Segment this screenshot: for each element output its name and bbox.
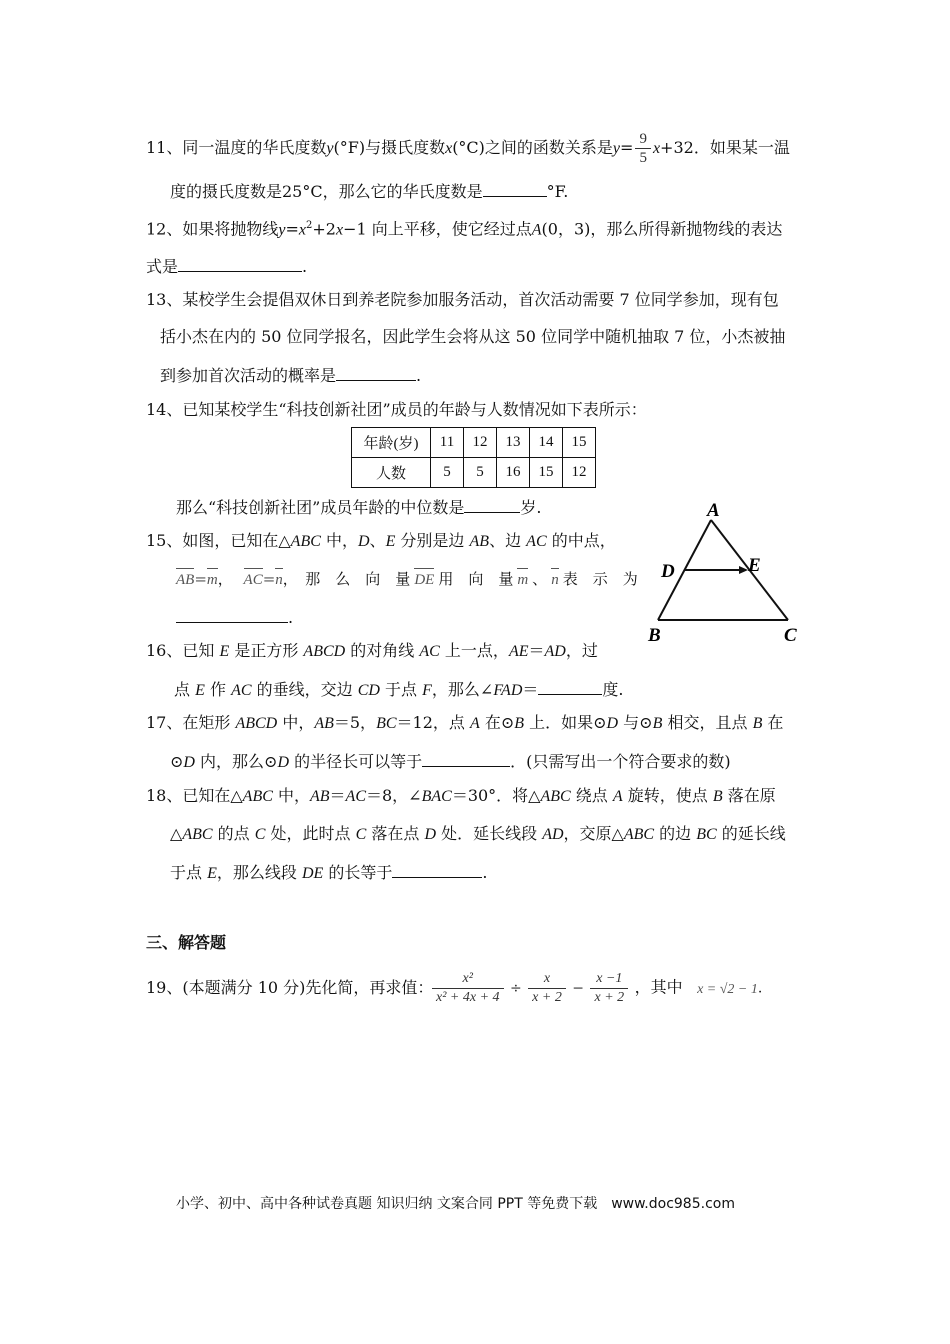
period: . <box>482 863 488 882</box>
table-cell: 14 <box>530 428 563 458</box>
triangle-abc: ABC <box>540 788 571 805</box>
vector-m: m <box>517 572 529 588</box>
q18-text: 落在点 <box>366 824 425 843</box>
period: . <box>288 608 294 627</box>
q18-text: 的延长线 <box>716 824 786 843</box>
answer-blank[interactable] <box>464 496 520 513</box>
unit-years: 岁. <box>520 498 542 517</box>
point-d: D <box>606 715 619 732</box>
answer-blank[interactable] <box>392 861 482 878</box>
table-cell: 12 <box>464 428 497 458</box>
var-x: x <box>298 221 306 239</box>
q17-text: ．(只需写出一个符合要求的数) <box>510 752 731 771</box>
q12-text: −1 向上平移，使它经过点 <box>343 219 532 239</box>
answer-blank[interactable] <box>538 678 602 695</box>
q19-line <box>146 978 433 998</box>
point-b: B <box>514 715 525 732</box>
point-d: D <box>277 754 290 771</box>
q16-text: 于点 <box>379 680 423 699</box>
segment-ad: AD <box>544 643 566 660</box>
diagonal-ac: AC <box>419 643 440 660</box>
point-e: E <box>385 533 396 550</box>
q18-text: ，那么线段 <box>216 863 302 882</box>
q16-text: ，过 <box>565 641 598 660</box>
q15-line2 <box>176 569 638 590</box>
q17-text: 与⊙ <box>618 713 653 732</box>
point-c: C <box>355 826 367 843</box>
fraction-1 <box>432 970 504 1007</box>
comma: ， <box>217 570 233 588</box>
fraction-denominator: 5 <box>635 148 651 167</box>
square-abcd: ABCD <box>303 643 346 660</box>
q18-text: 的边 <box>654 824 697 843</box>
q11-text: 度的摄氏度数是25°C，那么它的华氏度数是 <box>170 182 483 201</box>
table-header-count: 人数 <box>352 458 431 488</box>
q17-text: 内，那么⊙ <box>194 752 278 771</box>
fraction-2 <box>528 970 566 1007</box>
fraction-denominator: x + 2 <box>528 988 566 1007</box>
segment-ac: AC <box>345 788 366 805</box>
fraction-3 <box>590 970 628 1007</box>
table-cell: 5 <box>431 458 464 488</box>
q18-text: ＝30°．将△ <box>451 786 541 805</box>
q12-text: +2 <box>312 219 336 239</box>
unit-degrees: 度. <box>602 680 624 699</box>
triangle-abc: ABC <box>182 826 213 843</box>
equals-sign: = <box>620 138 634 157</box>
q12-line2 <box>146 255 307 277</box>
segment-ae: AE <box>508 643 529 660</box>
answer-blank[interactable] <box>336 364 416 381</box>
q17-text: 的半径长可以等于 <box>289 752 423 771</box>
q18-line2 <box>170 824 786 845</box>
q18-text: 中， <box>272 786 310 805</box>
table-row <box>352 428 596 458</box>
q17-text: 17、在矩形 <box>146 713 236 732</box>
table-cell: 11 <box>431 428 464 458</box>
q15-text: 中， <box>320 531 358 550</box>
table-cell: 12 <box>563 458 596 488</box>
q16-line2 <box>174 678 623 701</box>
q15-text: ， 那 么 向 量 <box>282 570 411 588</box>
q13-line2: 括小杰在内的 50 位同学报名，因此学生会将从这 50 位同学中随机抽取 7 位，小杰被抽 <box>160 327 786 346</box>
var-x: x <box>652 140 661 157</box>
rectangle-abcd: ABCD <box>235 715 278 732</box>
var-y: y <box>326 140 334 157</box>
q13-line1: 13、某校学生会提倡双休日到养老院参加服务活动，首次活动需要 7 位同学参加，现有包 <box>146 290 779 309</box>
point-a: A <box>612 788 623 805</box>
triangle-figure <box>640 498 810 648</box>
q18-line3 <box>170 861 487 884</box>
point-d: D <box>357 533 370 550</box>
q11-text: 11、同一温度的华氏度数 <box>146 138 327 157</box>
q17-line2 <box>170 750 731 773</box>
q12-line1 <box>146 216 782 240</box>
segment-ab: AB <box>309 788 330 805</box>
fraction-numerator: x² <box>462 971 473 986</box>
answer-blank[interactable] <box>176 606 288 623</box>
table-cell: 15 <box>563 428 596 458</box>
exponent: 2 <box>306 220 313 231</box>
point-e: E <box>219 643 230 660</box>
equals-sign: ＝ <box>522 680 539 699</box>
minus-sign: − <box>572 980 585 997</box>
answer-blank[interactable] <box>422 750 510 767</box>
condition-expression: x = √2 − 1 <box>697 981 758 997</box>
q15-text: 分别是边 <box>395 531 470 550</box>
age-table <box>351 427 596 488</box>
var-y: y <box>612 140 621 157</box>
side-bc: BC <box>696 826 717 843</box>
answer-blank[interactable] <box>178 255 302 272</box>
label-e: E <box>748 555 761 576</box>
q15-text: 、边 <box>489 531 527 550</box>
equals-sign: ＝ <box>528 641 545 660</box>
q17-line1 <box>146 713 783 734</box>
triangle-abc: ABC <box>290 533 321 550</box>
q18-text: 旋转，使点 <box>622 786 713 805</box>
q11-line2 <box>170 180 568 202</box>
q12-text: (0，3)，那么所得新抛物线的表达 <box>541 219 783 239</box>
q18-text: 于点 <box>170 863 208 882</box>
triangle-abc: ABC <box>623 826 655 843</box>
label-b: B <box>648 625 661 646</box>
q16-text: 作 <box>204 680 232 699</box>
fraction-numerator: x <box>543 971 551 986</box>
segment-bc: BC <box>376 715 397 732</box>
q18-text: ，交原△ <box>563 824 624 843</box>
equals-sign: ＝ <box>329 786 346 805</box>
vector-de: DE <box>414 572 435 588</box>
segment-ac: AC <box>526 533 547 550</box>
q15-text: 表 示 为 <box>562 570 638 588</box>
q18-text: 18、已知在△ <box>146 786 243 805</box>
point-b: B <box>752 715 763 732</box>
q15-text: 15、如图，已知在△ <box>146 531 291 550</box>
point-d: D <box>424 826 436 843</box>
q12-text: 式是 <box>146 257 179 276</box>
section-heading: 三、解答题 <box>146 933 227 952</box>
table-cell: 5 <box>464 458 497 488</box>
q14-text: 那么“科技创新社团”成员年龄的中位数是 <box>176 498 465 517</box>
vector-m: m <box>206 572 218 588</box>
q16-text: ，那么∠ <box>431 680 494 699</box>
table-header-age: 年龄(岁) <box>352 428 431 458</box>
period: . <box>757 980 763 997</box>
q16-text: 16、已知 <box>146 641 220 660</box>
q17-text: ＝12，点 <box>396 713 470 732</box>
segment-de: DE <box>301 865 324 882</box>
circle-symbol: ⊙ <box>170 752 184 771</box>
q12-text: 12、如果将抛物线 <box>146 219 279 239</box>
q19-expression <box>430 970 762 1007</box>
var-y: y <box>278 221 286 239</box>
q15-text: 的中点， <box>546 531 616 550</box>
q14-line2 <box>176 496 541 518</box>
q18-text: 处．延长线段 <box>436 824 543 843</box>
label-d: D <box>661 561 675 582</box>
point-e: E <box>195 682 205 699</box>
q15-line1 <box>146 531 616 552</box>
fraction-denominator: x + 2 <box>590 988 628 1007</box>
table-cell: 15 <box>530 458 563 488</box>
equals-sign: = <box>262 570 276 588</box>
q13-text: 到参加首次活动的概率是 <box>160 366 337 385</box>
q11-text: +32．如果某一温 <box>660 138 790 157</box>
table-row <box>352 458 596 488</box>
table-cell: 16 <box>497 458 530 488</box>
answer-blank[interactable] <box>483 180 547 197</box>
q19-text: 19、(本题满分 10 分)先化简，再求值： <box>146 978 434 997</box>
segment-ad: AD <box>542 826 564 843</box>
footer-text: 小学、初中、高中各种试卷真题 知识归纳 文案合同 PPT 等免费下载 www.doc985.com <box>176 1196 735 1212</box>
divide-sign: ÷ <box>509 980 522 997</box>
point-d: D <box>183 754 195 771</box>
point-f: F <box>422 682 432 699</box>
q14-line1: 14、已知某校学生“科技创新社团”成员的年龄与人数情况如下表所示： <box>146 400 647 419</box>
q15-text: 用 向 量 <box>438 570 514 588</box>
fraction-numerator: 9 <box>639 131 647 147</box>
q17-text: 相交，且点 <box>662 713 753 732</box>
q18-text: 的长等于 <box>323 863 393 882</box>
diagonal-ac: AC <box>231 682 252 699</box>
side-cd: CD <box>357 682 380 699</box>
fraction-denominator: x² + 4x + 4 <box>432 988 504 1007</box>
table-cell: 13 <box>497 428 530 458</box>
q16-text: 是正方形 <box>229 641 304 660</box>
vector-n: n <box>551 572 559 588</box>
label-a: A <box>707 500 720 521</box>
q16-line1 <box>146 641 598 662</box>
point-b: B <box>712 788 723 805</box>
fraction-numerator: x −1 <box>596 971 623 986</box>
fraction-9-5 <box>635 130 651 167</box>
vector-ac: AC <box>243 572 263 588</box>
q17-text: 在⊙ <box>479 713 515 732</box>
comma: 、 <box>532 570 548 588</box>
period: . <box>302 257 308 276</box>
q18-text: 落在原 <box>722 786 776 805</box>
triangle-abc: ABC <box>242 788 273 805</box>
q17-text: 中， <box>277 713 315 732</box>
q16-text: 上一点， <box>439 641 509 660</box>
q15-text: 、 <box>369 531 386 550</box>
equals-sign: = <box>285 219 299 239</box>
vector-ab: AB <box>176 572 195 588</box>
point-e: E <box>207 865 217 882</box>
point-b: B <box>652 715 663 732</box>
point-a: A <box>469 715 480 732</box>
q11-text: (°C)之间的函数关系是 <box>452 138 613 157</box>
label-c: C <box>784 625 797 646</box>
q16-text: 的垂线，交边 <box>251 680 358 699</box>
equals-sign: = <box>194 570 207 588</box>
vector-n: n <box>275 572 283 588</box>
period: . <box>416 366 422 385</box>
q18-line1 <box>146 786 776 807</box>
segment-ab: AB <box>314 715 334 732</box>
triangle-symbol: △ <box>170 824 183 843</box>
point-c: C <box>254 826 266 843</box>
q17-text: ＝5， <box>333 713 377 732</box>
q18-text: 绕点 <box>570 786 613 805</box>
q11-line1 <box>146 130 790 167</box>
angle-fad: FAD <box>493 682 523 699</box>
unit-fahrenheit: °F. <box>546 182 569 201</box>
q18-text: ＝8，∠ <box>366 786 422 805</box>
var-x: x <box>445 140 453 157</box>
q18-text: 的点 <box>212 824 255 843</box>
q13-line3 <box>160 364 421 386</box>
q17-text: 上．如果⊙ <box>524 713 607 732</box>
q11-text: (°F)与摄氏度数 <box>333 138 446 157</box>
q17-text: 在 <box>762 713 784 732</box>
var-x: x <box>335 221 344 239</box>
angle-bac: BAC <box>421 788 452 805</box>
q18-text: 处，此时点 <box>265 824 356 843</box>
q16-text: 点 <box>174 680 196 699</box>
q19-text: ，其中 <box>634 977 683 997</box>
q15-line3 <box>176 606 293 628</box>
q16-text: 的对角线 <box>345 641 420 660</box>
segment-ab: AB <box>469 533 490 550</box>
point-a: A <box>531 221 542 239</box>
